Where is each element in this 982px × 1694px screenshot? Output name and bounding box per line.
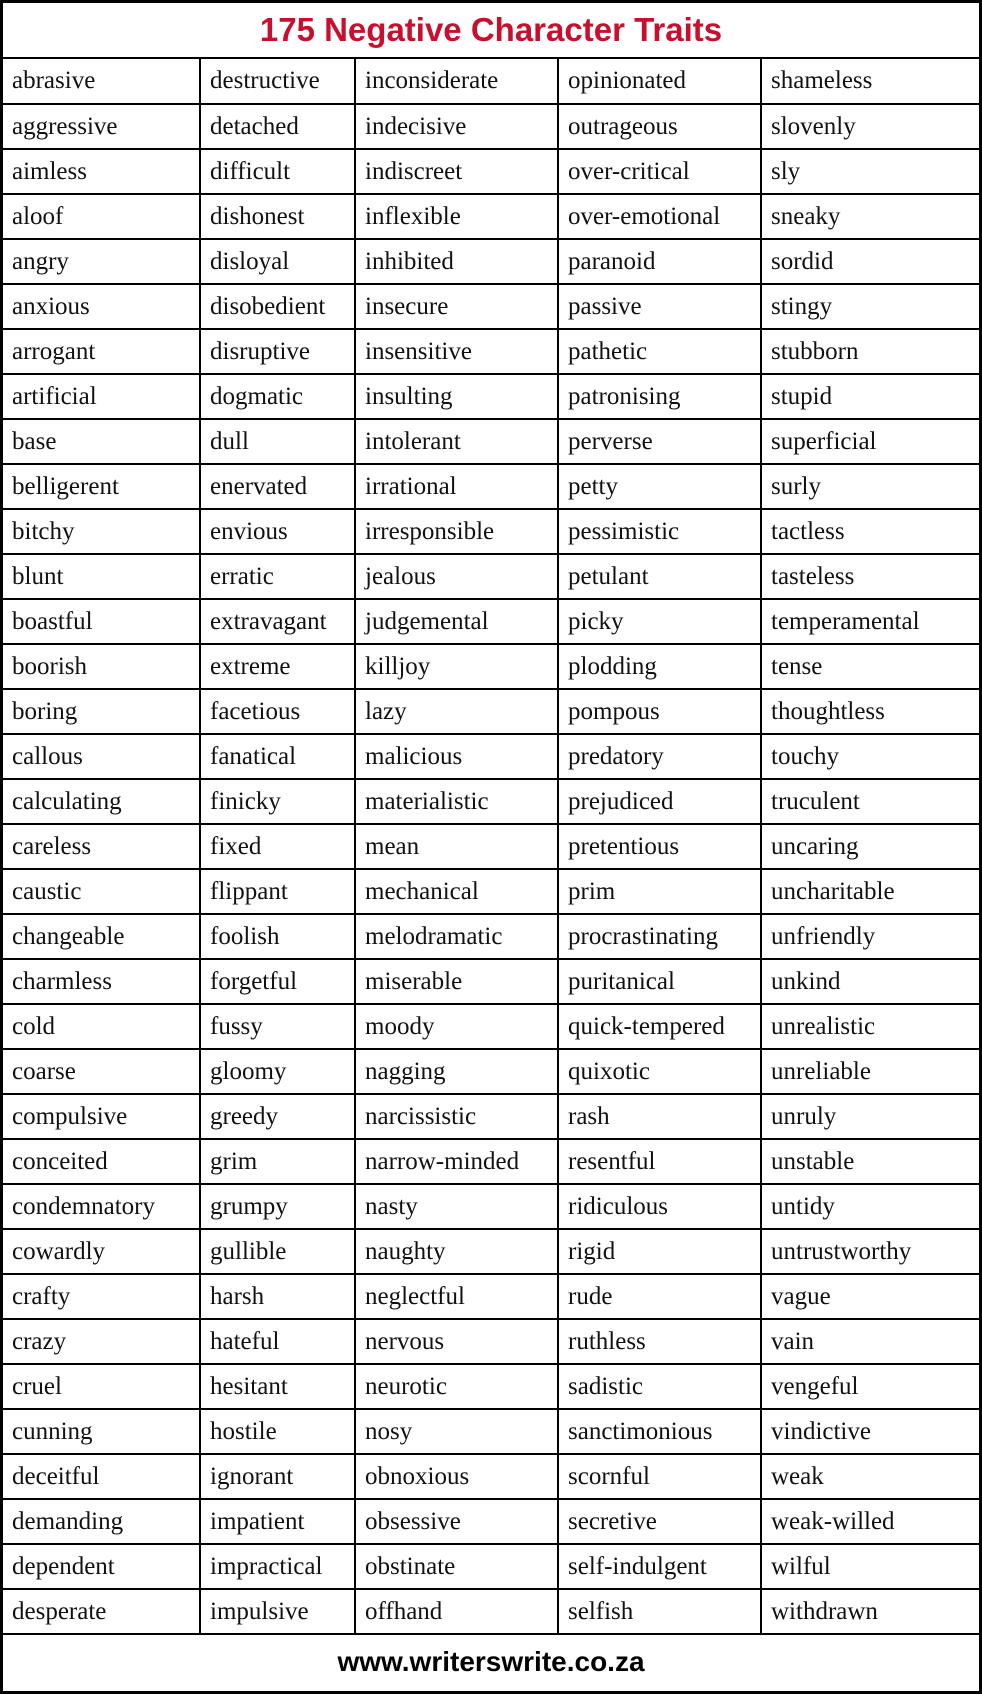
- trait-cell: judgemental: [355, 599, 558, 644]
- trait-cell: careless: [3, 824, 200, 869]
- trait-cell: obsessive: [355, 1499, 558, 1544]
- trait-cell: harsh: [200, 1274, 355, 1319]
- trait-cell: lazy: [355, 689, 558, 734]
- trait-cell: gullible: [200, 1229, 355, 1274]
- page-title: 175 Negative Character Traits: [3, 3, 979, 59]
- trait-cell: indecisive: [355, 104, 558, 149]
- trait-cell: dull: [200, 419, 355, 464]
- trait-cell: unstable: [761, 1139, 979, 1184]
- trait-cell: over-critical: [558, 149, 761, 194]
- trait-cell: disruptive: [200, 329, 355, 374]
- table-row: [3, 104, 979, 149]
- trait-cell: tense: [761, 644, 979, 689]
- trait-cell: inhibited: [355, 239, 558, 284]
- trait-cell: tactless: [761, 509, 979, 554]
- trait-cell: desperate: [3, 1589, 200, 1634]
- trait-cell: neurotic: [355, 1364, 558, 1409]
- trait-cell: callous: [3, 734, 200, 779]
- trait-cell: untidy: [761, 1184, 979, 1229]
- trait-cell: dogmatic: [200, 374, 355, 419]
- trait-cell: prejudiced: [558, 779, 761, 824]
- trait-cell: indiscreet: [355, 149, 558, 194]
- trait-cell: quick-tempered: [558, 1004, 761, 1049]
- trait-cell: hateful: [200, 1319, 355, 1364]
- trait-cell: naughty: [355, 1229, 558, 1274]
- trait-cell: unrealistic: [761, 1004, 979, 1049]
- traits-table: [3, 59, 979, 1635]
- trait-cell: deceitful: [3, 1454, 200, 1499]
- trait-cell: passive: [558, 284, 761, 329]
- trait-cell: enervated: [200, 464, 355, 509]
- trait-cell: shameless: [761, 59, 979, 104]
- trait-cell: scornful: [558, 1454, 761, 1499]
- trait-cell: cunning: [3, 1409, 200, 1454]
- trait-cell: impractical: [200, 1544, 355, 1589]
- trait-cell: irrational: [355, 464, 558, 509]
- trait-cell: conceited: [3, 1139, 200, 1184]
- table-row: [3, 779, 979, 824]
- trait-cell: nosy: [355, 1409, 558, 1454]
- table-row: [3, 419, 979, 464]
- table-row: [3, 1589, 979, 1634]
- trait-cell: angry: [3, 239, 200, 284]
- table-row: [3, 1319, 979, 1364]
- table-row: [3, 1004, 979, 1049]
- trait-cell: insensitive: [355, 329, 558, 374]
- trait-cell: melodramatic: [355, 914, 558, 959]
- trait-cell: envious: [200, 509, 355, 554]
- table-row: [3, 869, 979, 914]
- trait-cell: vengeful: [761, 1364, 979, 1409]
- trait-cell: touchy: [761, 734, 979, 779]
- table-row: [3, 239, 979, 284]
- table-row: [3, 734, 979, 779]
- trait-cell: vague: [761, 1274, 979, 1319]
- trait-cell: rigid: [558, 1229, 761, 1274]
- trait-cell: surly: [761, 464, 979, 509]
- trait-cell: abrasive: [3, 59, 200, 104]
- trait-cell: crazy: [3, 1319, 200, 1364]
- table-row: [3, 1184, 979, 1229]
- trait-cell: neglectful: [355, 1274, 558, 1319]
- table-row: [3, 464, 979, 509]
- trait-cell: intolerant: [355, 419, 558, 464]
- traits-table-body: [3, 59, 979, 1634]
- trait-cell: slovenly: [761, 104, 979, 149]
- trait-cell: greedy: [200, 1094, 355, 1139]
- trait-cell: disloyal: [200, 239, 355, 284]
- trait-cell: rude: [558, 1274, 761, 1319]
- trait-cell: materialistic: [355, 779, 558, 824]
- trait-cell: resentful: [558, 1139, 761, 1184]
- trait-cell: hesitant: [200, 1364, 355, 1409]
- trait-cell: mechanical: [355, 869, 558, 914]
- trait-cell: pessimistic: [558, 509, 761, 554]
- trait-cell: patronising: [558, 374, 761, 419]
- trait-cell: tasteless: [761, 554, 979, 599]
- trait-cell: arrogant: [3, 329, 200, 374]
- trait-cell: aimless: [3, 149, 200, 194]
- trait-cell: flippant: [200, 869, 355, 914]
- trait-cell: dependent: [3, 1544, 200, 1589]
- trait-cell: inconsiderate: [355, 59, 558, 104]
- trait-cell: petty: [558, 464, 761, 509]
- trait-cell: crafty: [3, 1274, 200, 1319]
- trait-cell: vindictive: [761, 1409, 979, 1454]
- table-row: [3, 149, 979, 194]
- table-row: [3, 329, 979, 374]
- table-row: [3, 1229, 979, 1274]
- trait-cell: disobedient: [200, 284, 355, 329]
- table-row: [3, 599, 979, 644]
- trait-cell: vain: [761, 1319, 979, 1364]
- trait-cell: picky: [558, 599, 761, 644]
- trait-cell: narcissistic: [355, 1094, 558, 1139]
- table-row: [3, 59, 979, 104]
- website-url: www.writerswrite.co.za: [337, 1646, 645, 1677]
- table-row: [3, 194, 979, 239]
- table-row: [3, 1364, 979, 1409]
- trait-cell: cruel: [3, 1364, 200, 1409]
- table-row: [3, 644, 979, 689]
- trait-cell: selfish: [558, 1589, 761, 1634]
- table-row: [3, 509, 979, 554]
- trait-cell: inflexible: [355, 194, 558, 239]
- trait-cell: withdrawn: [761, 1589, 979, 1634]
- table-row: [3, 554, 979, 599]
- trait-cell: changeable: [3, 914, 200, 959]
- trait-cell: extravagant: [200, 599, 355, 644]
- trait-cell: unkind: [761, 959, 979, 1004]
- trait-cell: outrageous: [558, 104, 761, 149]
- trait-cell: procrastinating: [558, 914, 761, 959]
- trait-cell: unfriendly: [761, 914, 979, 959]
- table-row: [3, 374, 979, 419]
- trait-cell: obstinate: [355, 1544, 558, 1589]
- table-row: [3, 1499, 979, 1544]
- table-row: [3, 1049, 979, 1094]
- trait-cell: prim: [558, 869, 761, 914]
- trait-cell: grim: [200, 1139, 355, 1184]
- trait-cell: calculating: [3, 779, 200, 824]
- trait-cell: moody: [355, 1004, 558, 1049]
- trait-cell: fanatical: [200, 734, 355, 779]
- table-row: [3, 1094, 979, 1139]
- trait-cell: impatient: [200, 1499, 355, 1544]
- trait-cell: superficial: [761, 419, 979, 464]
- trait-cell: boring: [3, 689, 200, 734]
- trait-cell: unreliable: [761, 1049, 979, 1094]
- trait-cell: sadistic: [558, 1364, 761, 1409]
- trait-cell: miserable: [355, 959, 558, 1004]
- trait-cell: malicious: [355, 734, 558, 779]
- trait-cell: ridiculous: [558, 1184, 761, 1229]
- trait-cell: over-emotional: [558, 194, 761, 239]
- trait-cell: perverse: [558, 419, 761, 464]
- table-row: [3, 824, 979, 869]
- trait-cell: sneaky: [761, 194, 979, 239]
- trait-cell: detached: [200, 104, 355, 149]
- table-row: [3, 284, 979, 329]
- trait-cell: nervous: [355, 1319, 558, 1364]
- trait-cell: cowardly: [3, 1229, 200, 1274]
- trait-cell: erratic: [200, 554, 355, 599]
- trait-cell: insulting: [355, 374, 558, 419]
- trait-cell: unruly: [761, 1094, 979, 1139]
- trait-cell: aggressive: [3, 104, 200, 149]
- trait-cell: destructive: [200, 59, 355, 104]
- trait-cell: offhand: [355, 1589, 558, 1634]
- trait-cell: base: [3, 419, 200, 464]
- trait-cell: narrow-minded: [355, 1139, 558, 1184]
- trait-cell: untrustworthy: [761, 1229, 979, 1274]
- trait-cell: mean: [355, 824, 558, 869]
- table-row: [3, 689, 979, 734]
- table-row: [3, 1454, 979, 1499]
- trait-cell: facetious: [200, 689, 355, 734]
- trait-cell: sly: [761, 149, 979, 194]
- trait-cell: thoughtless: [761, 689, 979, 734]
- trait-cell: stubborn: [761, 329, 979, 374]
- trait-cell: obnoxious: [355, 1454, 558, 1499]
- trait-cell: pathetic: [558, 329, 761, 374]
- trait-cell: charmless: [3, 959, 200, 1004]
- trait-cell: coarse: [3, 1049, 200, 1094]
- trait-cell: boastful: [3, 599, 200, 644]
- trait-cell: foolish: [200, 914, 355, 959]
- trait-cell: gloomy: [200, 1049, 355, 1094]
- trait-cell: dishonest: [200, 194, 355, 239]
- trait-cell: caustic: [3, 869, 200, 914]
- trait-cell: truculent: [761, 779, 979, 824]
- trait-cell: uncharitable: [761, 869, 979, 914]
- trait-cell: sanctimonious: [558, 1409, 761, 1454]
- trait-cell: nagging: [355, 1049, 558, 1094]
- trait-cell: compulsive: [3, 1094, 200, 1139]
- trait-cell: impulsive: [200, 1589, 355, 1634]
- trait-cell: predatory: [558, 734, 761, 779]
- trait-cell: forgetful: [200, 959, 355, 1004]
- trait-cell: fussy: [200, 1004, 355, 1049]
- trait-cell: pretentious: [558, 824, 761, 869]
- trait-cell: pompous: [558, 689, 761, 734]
- trait-cell: aloof: [3, 194, 200, 239]
- trait-cell: sordid: [761, 239, 979, 284]
- trait-cell: weak-willed: [761, 1499, 979, 1544]
- trait-cell: rash: [558, 1094, 761, 1139]
- trait-cell: temperamental: [761, 599, 979, 644]
- trait-cell: petulant: [558, 554, 761, 599]
- trait-cell: fixed: [200, 824, 355, 869]
- trait-cell: irresponsible: [355, 509, 558, 554]
- trait-cell: stupid: [761, 374, 979, 419]
- table-row: [3, 1139, 979, 1184]
- trait-cell: artificial: [3, 374, 200, 419]
- trait-cell: puritanical: [558, 959, 761, 1004]
- trait-cell: cold: [3, 1004, 200, 1049]
- trait-cell: grumpy: [200, 1184, 355, 1229]
- trait-cell: quixotic: [558, 1049, 761, 1094]
- trait-cell: belligerent: [3, 464, 200, 509]
- trait-cell: plodding: [558, 644, 761, 689]
- table-row: [3, 1544, 979, 1589]
- trait-cell: hostile: [200, 1409, 355, 1454]
- trait-cell: boorish: [3, 644, 200, 689]
- trait-cell: finicky: [200, 779, 355, 824]
- trait-cell: blunt: [3, 554, 200, 599]
- trait-cell: nasty: [355, 1184, 558, 1229]
- trait-cell: self-indulgent: [558, 1544, 761, 1589]
- trait-cell: demanding: [3, 1499, 200, 1544]
- trait-cell: anxious: [3, 284, 200, 329]
- trait-cell: opinionated: [558, 59, 761, 104]
- trait-cell: stingy: [761, 284, 979, 329]
- trait-cell: jealous: [355, 554, 558, 599]
- table-row: [3, 1274, 979, 1319]
- trait-cell: uncaring: [761, 824, 979, 869]
- trait-cell: condemnatory: [3, 1184, 200, 1229]
- trait-cell: insecure: [355, 284, 558, 329]
- table-row: [3, 914, 979, 959]
- trait-cell: ignorant: [200, 1454, 355, 1499]
- trait-cell: bitchy: [3, 509, 200, 554]
- trait-cell: extreme: [200, 644, 355, 689]
- trait-cell: difficult: [200, 149, 355, 194]
- trait-cell: weak: [761, 1454, 979, 1499]
- trait-cell: ruthless: [558, 1319, 761, 1364]
- trait-cell: wilful: [761, 1544, 979, 1589]
- trait-cell: killjoy: [355, 644, 558, 689]
- table-row: [3, 959, 979, 1004]
- trait-cell: paranoid: [558, 239, 761, 284]
- table-row: [3, 1409, 979, 1454]
- trait-cell: secretive: [558, 1499, 761, 1544]
